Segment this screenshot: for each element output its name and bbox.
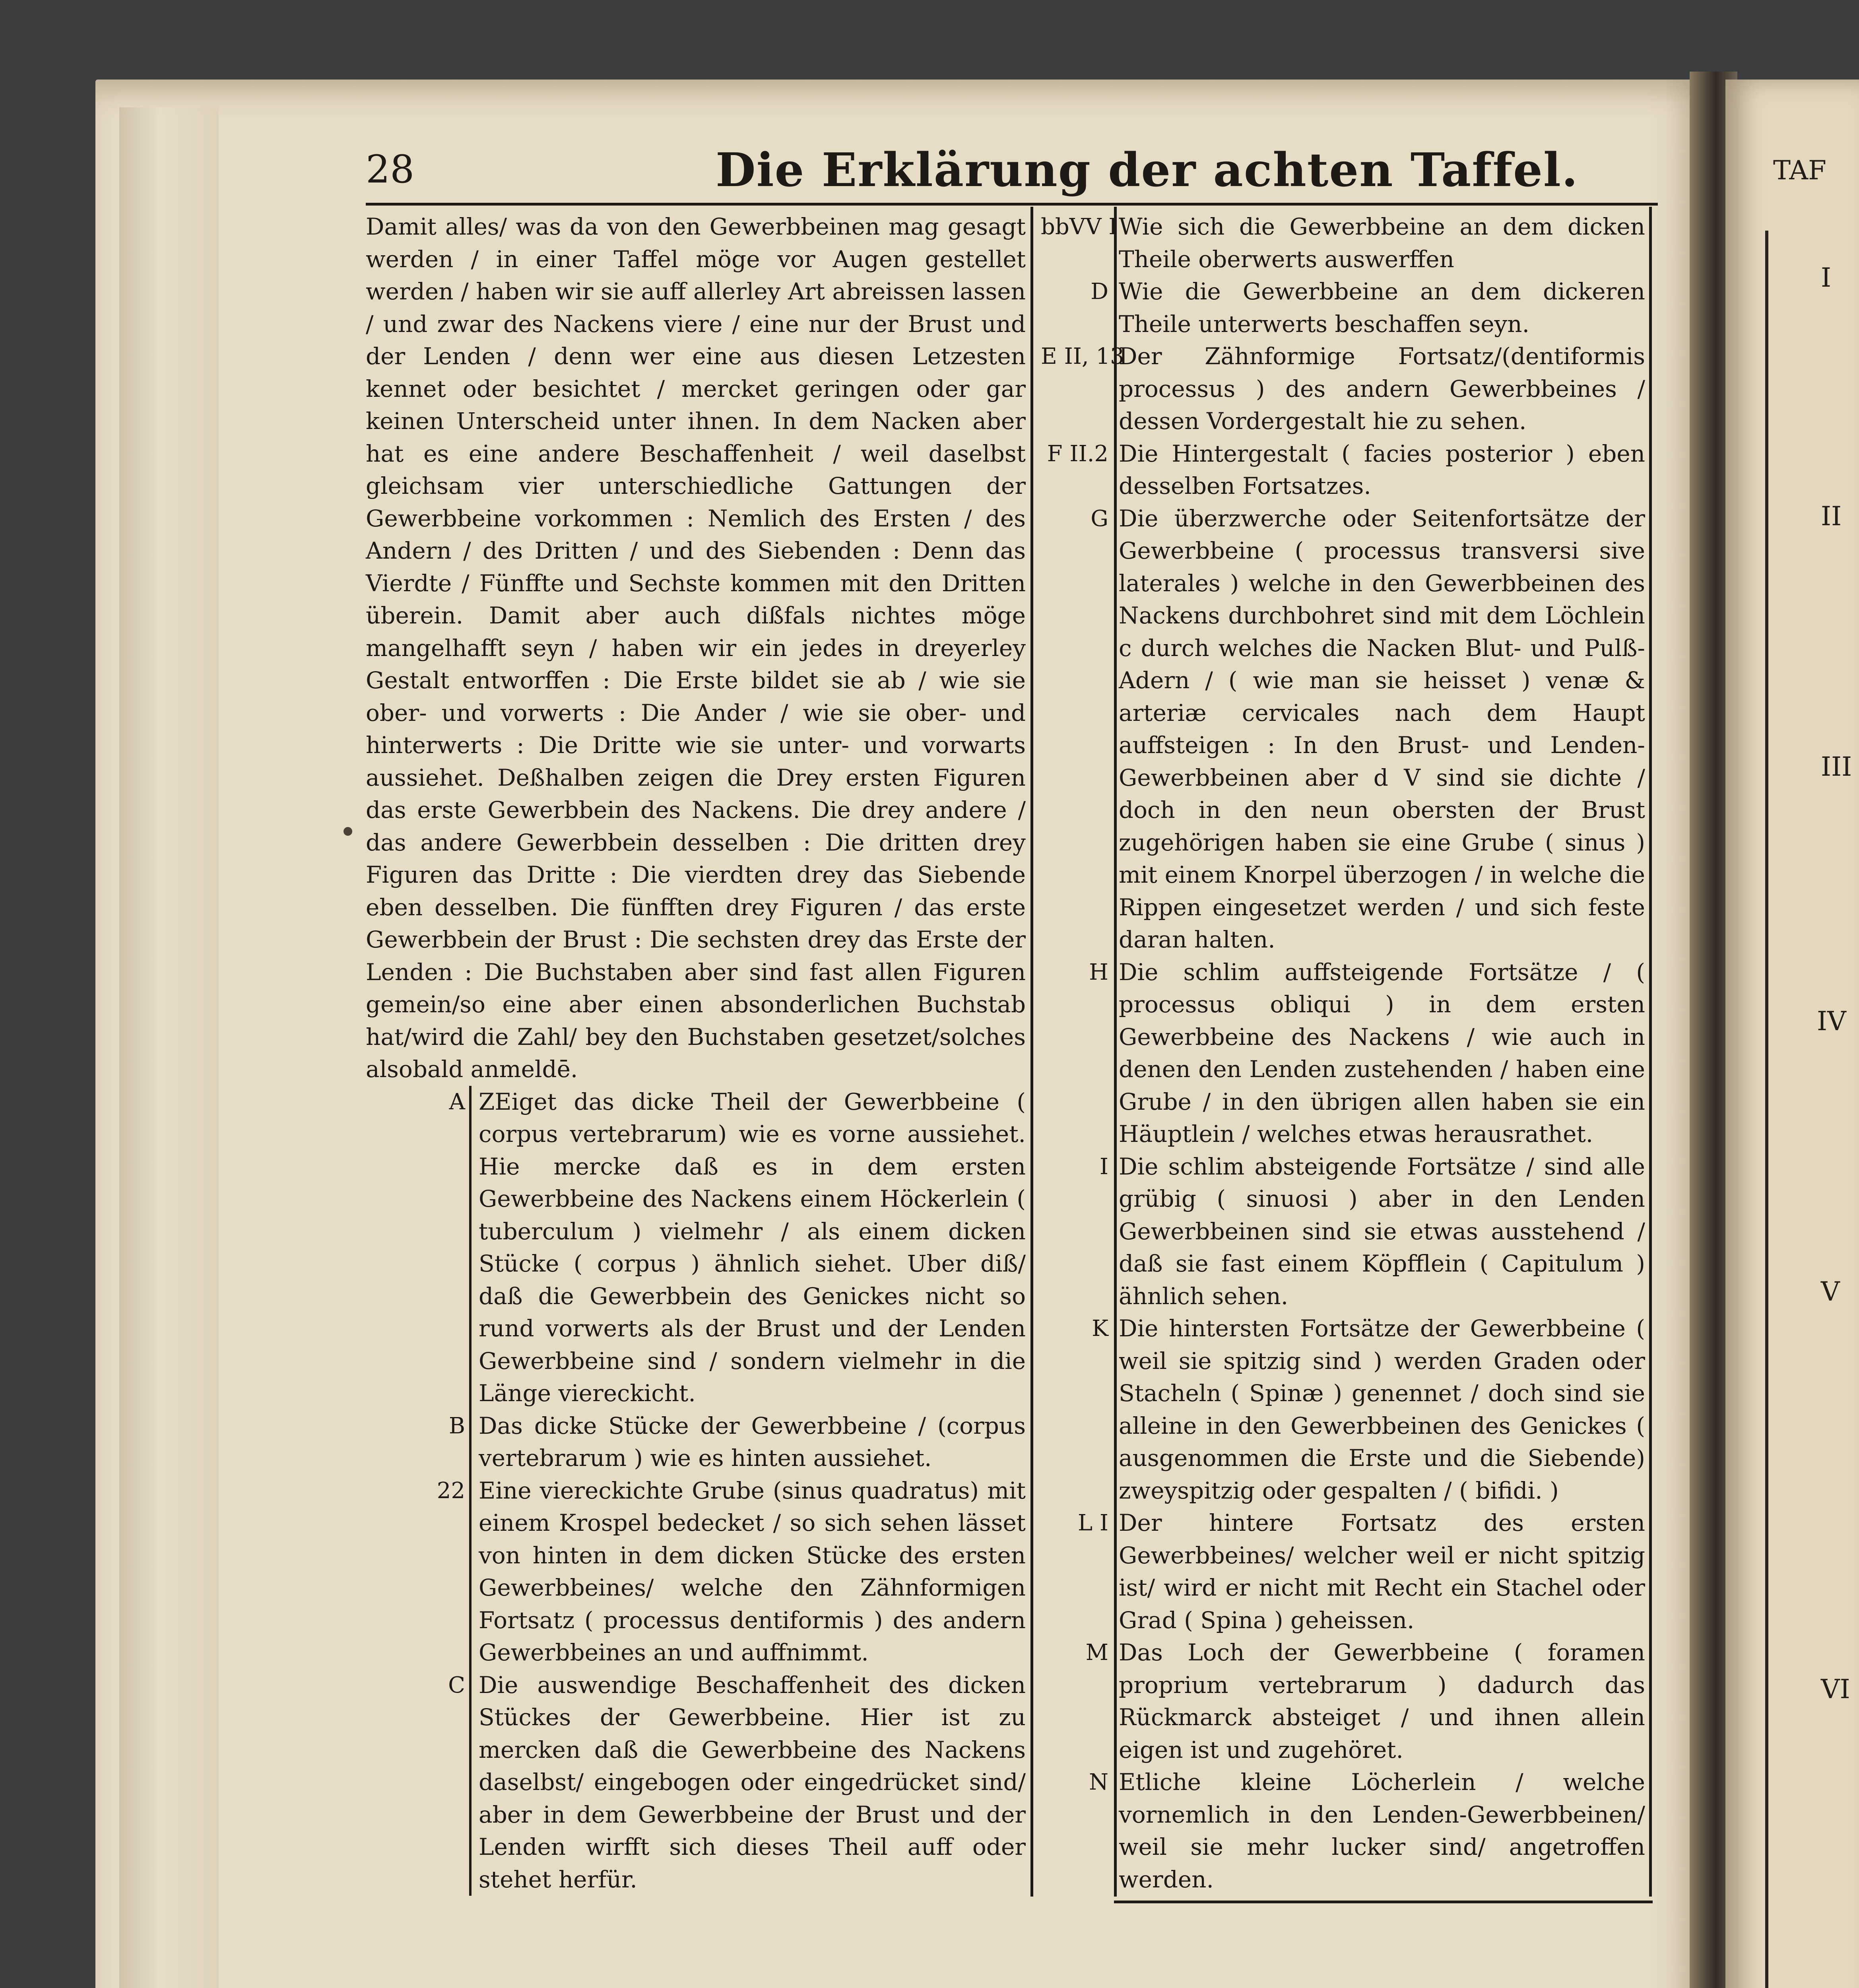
right-column	[1041, 211, 1645, 1896]
entry-marker: E II, 13	[1041, 344, 1124, 369]
legend-entry	[366, 1086, 1026, 1410]
text-block	[366, 143, 1670, 1924]
legend-entry	[1041, 438, 1645, 503]
page-header	[366, 143, 1670, 197]
entry-marker: 22	[437, 1477, 465, 1504]
entry-marker: bbVV I	[1041, 214, 1118, 240]
entry-marker: F II.2	[1047, 441, 1108, 467]
facing-page-fragment: II	[1821, 501, 1842, 532]
facing-page	[1725, 80, 1859, 1988]
entry-text: Der Zähnformige Fortsatz/(dentiformis processus ) des andern Gewerbbeines / dessen Vordergestalt hie zu sehen.	[1119, 343, 1645, 435]
bottom-rule	[1114, 1901, 1653, 1903]
legend-entry	[366, 1475, 1026, 1669]
entry-text: Die überzwerche oder Seitenfortsätze der Gewerbbeine ( processus transversi sive laterales ) welche in den Gewerbbeinen des Nackens durchbohret sind mit dem Löchlein c durch welches die Nacken Blut- und Pulß-Adern / ( wie man sie heisset ) venæ & arteriæ cervicales nach dem Haupt auffsteigen : In den Brust- und Lenden-Gewerbbeinen aber d V sind sie dichte / doch in den neun obersten der Brust zugehörigen haben sie eine Grube ( sinus ) mit einem Knorpel überzogen / in welche die Rippen eingesetzet werden / und sich feste daran halten.	[1119, 505, 1645, 953]
entry-marker: K	[1092, 1316, 1108, 1342]
entry-marker: H	[1089, 959, 1108, 985]
entry-marker: L I	[1077, 1510, 1108, 1536]
entry-text: Etliche kleine Löcherlein / welche vornemlich in den Lenden-Gewerbbeinen/ weil sie mehr lucker sind/ angetroffen werden.	[1119, 1769, 1645, 1893]
legend-entry	[1041, 211, 1645, 276]
ink-smudge	[343, 827, 352, 836]
entry-marker: D	[1091, 279, 1108, 305]
left-column	[366, 211, 1026, 1896]
facing-page-fragment: I	[1821, 262, 1832, 293]
legend-entry	[366, 1669, 1026, 1896]
legend-entry	[1041, 1151, 1645, 1313]
facing-page-fragment: III	[1821, 751, 1852, 782]
entry-text: Wie die Gewerbbeine an dem dickeren Theile unterwerts beschaffen seyn.	[1119, 278, 1645, 338]
entry-marker: B	[448, 1413, 465, 1439]
column-rule	[1030, 207, 1033, 1897]
legend-entry	[1041, 1637, 1645, 1766]
entry-marker: A	[449, 1089, 465, 1115]
legend-entry	[1041, 503, 1645, 956]
legend-entry	[1041, 1312, 1645, 1507]
legend-entry	[1041, 340, 1645, 438]
legend-entry	[1041, 956, 1645, 1151]
entry-text: Die schlim absteigende Fortsätze / sind alle grübig ( sinuosi ) aber in den Lenden Gewerbbeinen sind sie etwas ausstehend / daß sie fast einem Köpfflein ( Capitulum ) ähnlich sehen.	[1119, 1153, 1645, 1310]
entry-text: Das dicke Stücke der Gewerbbeine / (corpus vertebrarum ) wie es hinten aussiehet.	[469, 1410, 1026, 1475]
entry-marker: M	[1085, 1640, 1108, 1666]
entry-marker: N	[1089, 1769, 1108, 1795]
facing-page-fragment: TAF	[1773, 155, 1826, 186]
facing-page-fragment: VI	[1821, 1674, 1850, 1705]
legend-entry	[1041, 1766, 1645, 1896]
entry-text: Das Loch der Gewerbbeine ( foramen proprium vertebrarum ) dadurch das Rückmarck absteiget / und ihnen allein eigen ist und zugehöret.	[1119, 1639, 1645, 1763]
entry-text: Die hintersten Fortsätze der Gewerbbeine ( weil sie spitzig sind ) werden Graden oder Stacheln ( Spinæ ) genennet / doch sind sie alleine in den Gewerbbeinen des Genickes ( ausgenommen die Erste und die Siebende) zweyspitzig oder gespalten / ( bifidi. )	[1119, 1315, 1645, 1504]
entry-marker: I	[1099, 1153, 1108, 1180]
entry-marker: C	[448, 1672, 465, 1698]
entry-text: Die auswendige Beschaffenheit des dicken Stückes der Gewerbbeine. Hier ist zu mercken daß die Gewerbbeine des Nackens daselbst/ eingebogen oder eingedrücket sind/ aber in dem Gewerbbeine der Brust und der Lenden wirfft sich dieses Theil auff oder stehet herfür.	[469, 1669, 1026, 1896]
intro-paragraph: Damit alles/ was da von den Gewerbbeinen mag gesagt werden / in einer Taffel möge vor Augen gestellet werden / haben wir sie auff allerley Art abreissen lassen / und zwar des Nackens viere / eine nur der Brust und der Lenden / denn wer eine aus diesen Letzesten kennet oder besichtet / mercket geringen oder gar keinen Unterscheid unter ihnen. In dem Nacken aber hat es eine andere Beschaffenheit / weil daselbst gleichsam vier unterschiedliche Gattungen der Gewerbbeine vorkommen : Nemlich des Ersten / des Andern / des Dritten / und des Siebenden : Denn das Vierdte / Fünffte und Sechste kommen mit den Dritten überein. Damit aber auch dißfals nichtes möge mangelhafft seyn / haben wir ein jedes in dreyerley Gestalt entworffen : Die Erste bildet sie ab / wie sie ober- und vorwerts : Die Ander / wie sie ober- und hinterwerts : Die Dritte wie sie unter- und vorwarts aussiehet. Deßhalben zeigen die Drey ersten Figuren das erste Gewerbbein des Nackens. Die drey andere / das andere Gewerbbein desselben : Die dritten drey Figuren das Dritte : Die vierdten drey das Siebende eben desselben. Die fünfften drey Figuren / das erste Gewerbbein der Brust : Die sechsten drey das Erste der Lenden : Die Buchstaben aber sind fast allen Figuren gemein/so eine aber einen absonderlichen Buchstab hat/wird die Zahl/ bey den Buchstaben gesetzet/solches alsobald anmeldē.	[366, 213, 1026, 1083]
facing-page-fragment: V	[1821, 1276, 1840, 1307]
entry-text: Eine viereckichte Grube (sinus quadratus) mit einem Krospel bedecket / so sich sehen lässet von hinten in dem dicken Stücke des ersten Gewerbbeines/ welche den Zähnformigen Fortsatz ( processus dentiformis ) des andern Gewerbbeines an und auffnimmt.	[469, 1475, 1026, 1669]
entry-text: Der hintere Fortsatz des ersten Gewerbbeines/ welcher weil er nicht spitzig ist/ wird er nicht mit Recht ein Stachel oder Grad ( Spina ) geheissen.	[1119, 1509, 1645, 1634]
page-edge	[119, 107, 219, 1988]
legend-entry	[1041, 1507, 1645, 1637]
legend-entry	[366, 1410, 1026, 1475]
column-rule	[1649, 207, 1652, 1897]
entry-text: Die Hintergestalt ( facies posterior ) eben desselben Fortsatzes.	[1119, 440, 1645, 499]
page-number: 28	[366, 147, 415, 192]
facing-page-fragment: IV	[1817, 1006, 1846, 1037]
entry-marker: G	[1091, 505, 1108, 532]
running-title: Die Erklärung der achten Taffel.	[716, 143, 1579, 197]
entry-text: ZEiget das dicke Theil der Gewerbbeine ( corpus vertebrarum) wie es vorne aussiehet. Hie mercke daß es in dem ersten Gewerbbeine des Nackens einem Höckerlein ( tuberculum ) vielmehr / als einem dicken Stücke ( corpus ) ähnlich siehet. Uber diß/ daß die Gewerbbein des Genickes nicht so rund vorwerts als der Brust und der Lenden Gewerbbeine sind / sondern vielmehr in die Länge viereckicht.	[469, 1086, 1026, 1410]
header-rule	[366, 203, 1658, 206]
facing-page-rule	[1765, 231, 1768, 1988]
entry-text: Die schlim auffsteigende Fortsätze / ( processus obliqui ) in dem ersten Gewerbbeine des Nackens / wie auch in denen den Lenden zustehenden / haben eine Grube / in den übrigen allen haben sie ein Häuptlein / welches etwas herausrathet.	[1119, 958, 1645, 1147]
legend-entry	[1041, 276, 1645, 340]
entry-text: Wie sich die Gewerbbeine an dem dicken Theile oberwerts auswerffen	[1119, 213, 1645, 273]
